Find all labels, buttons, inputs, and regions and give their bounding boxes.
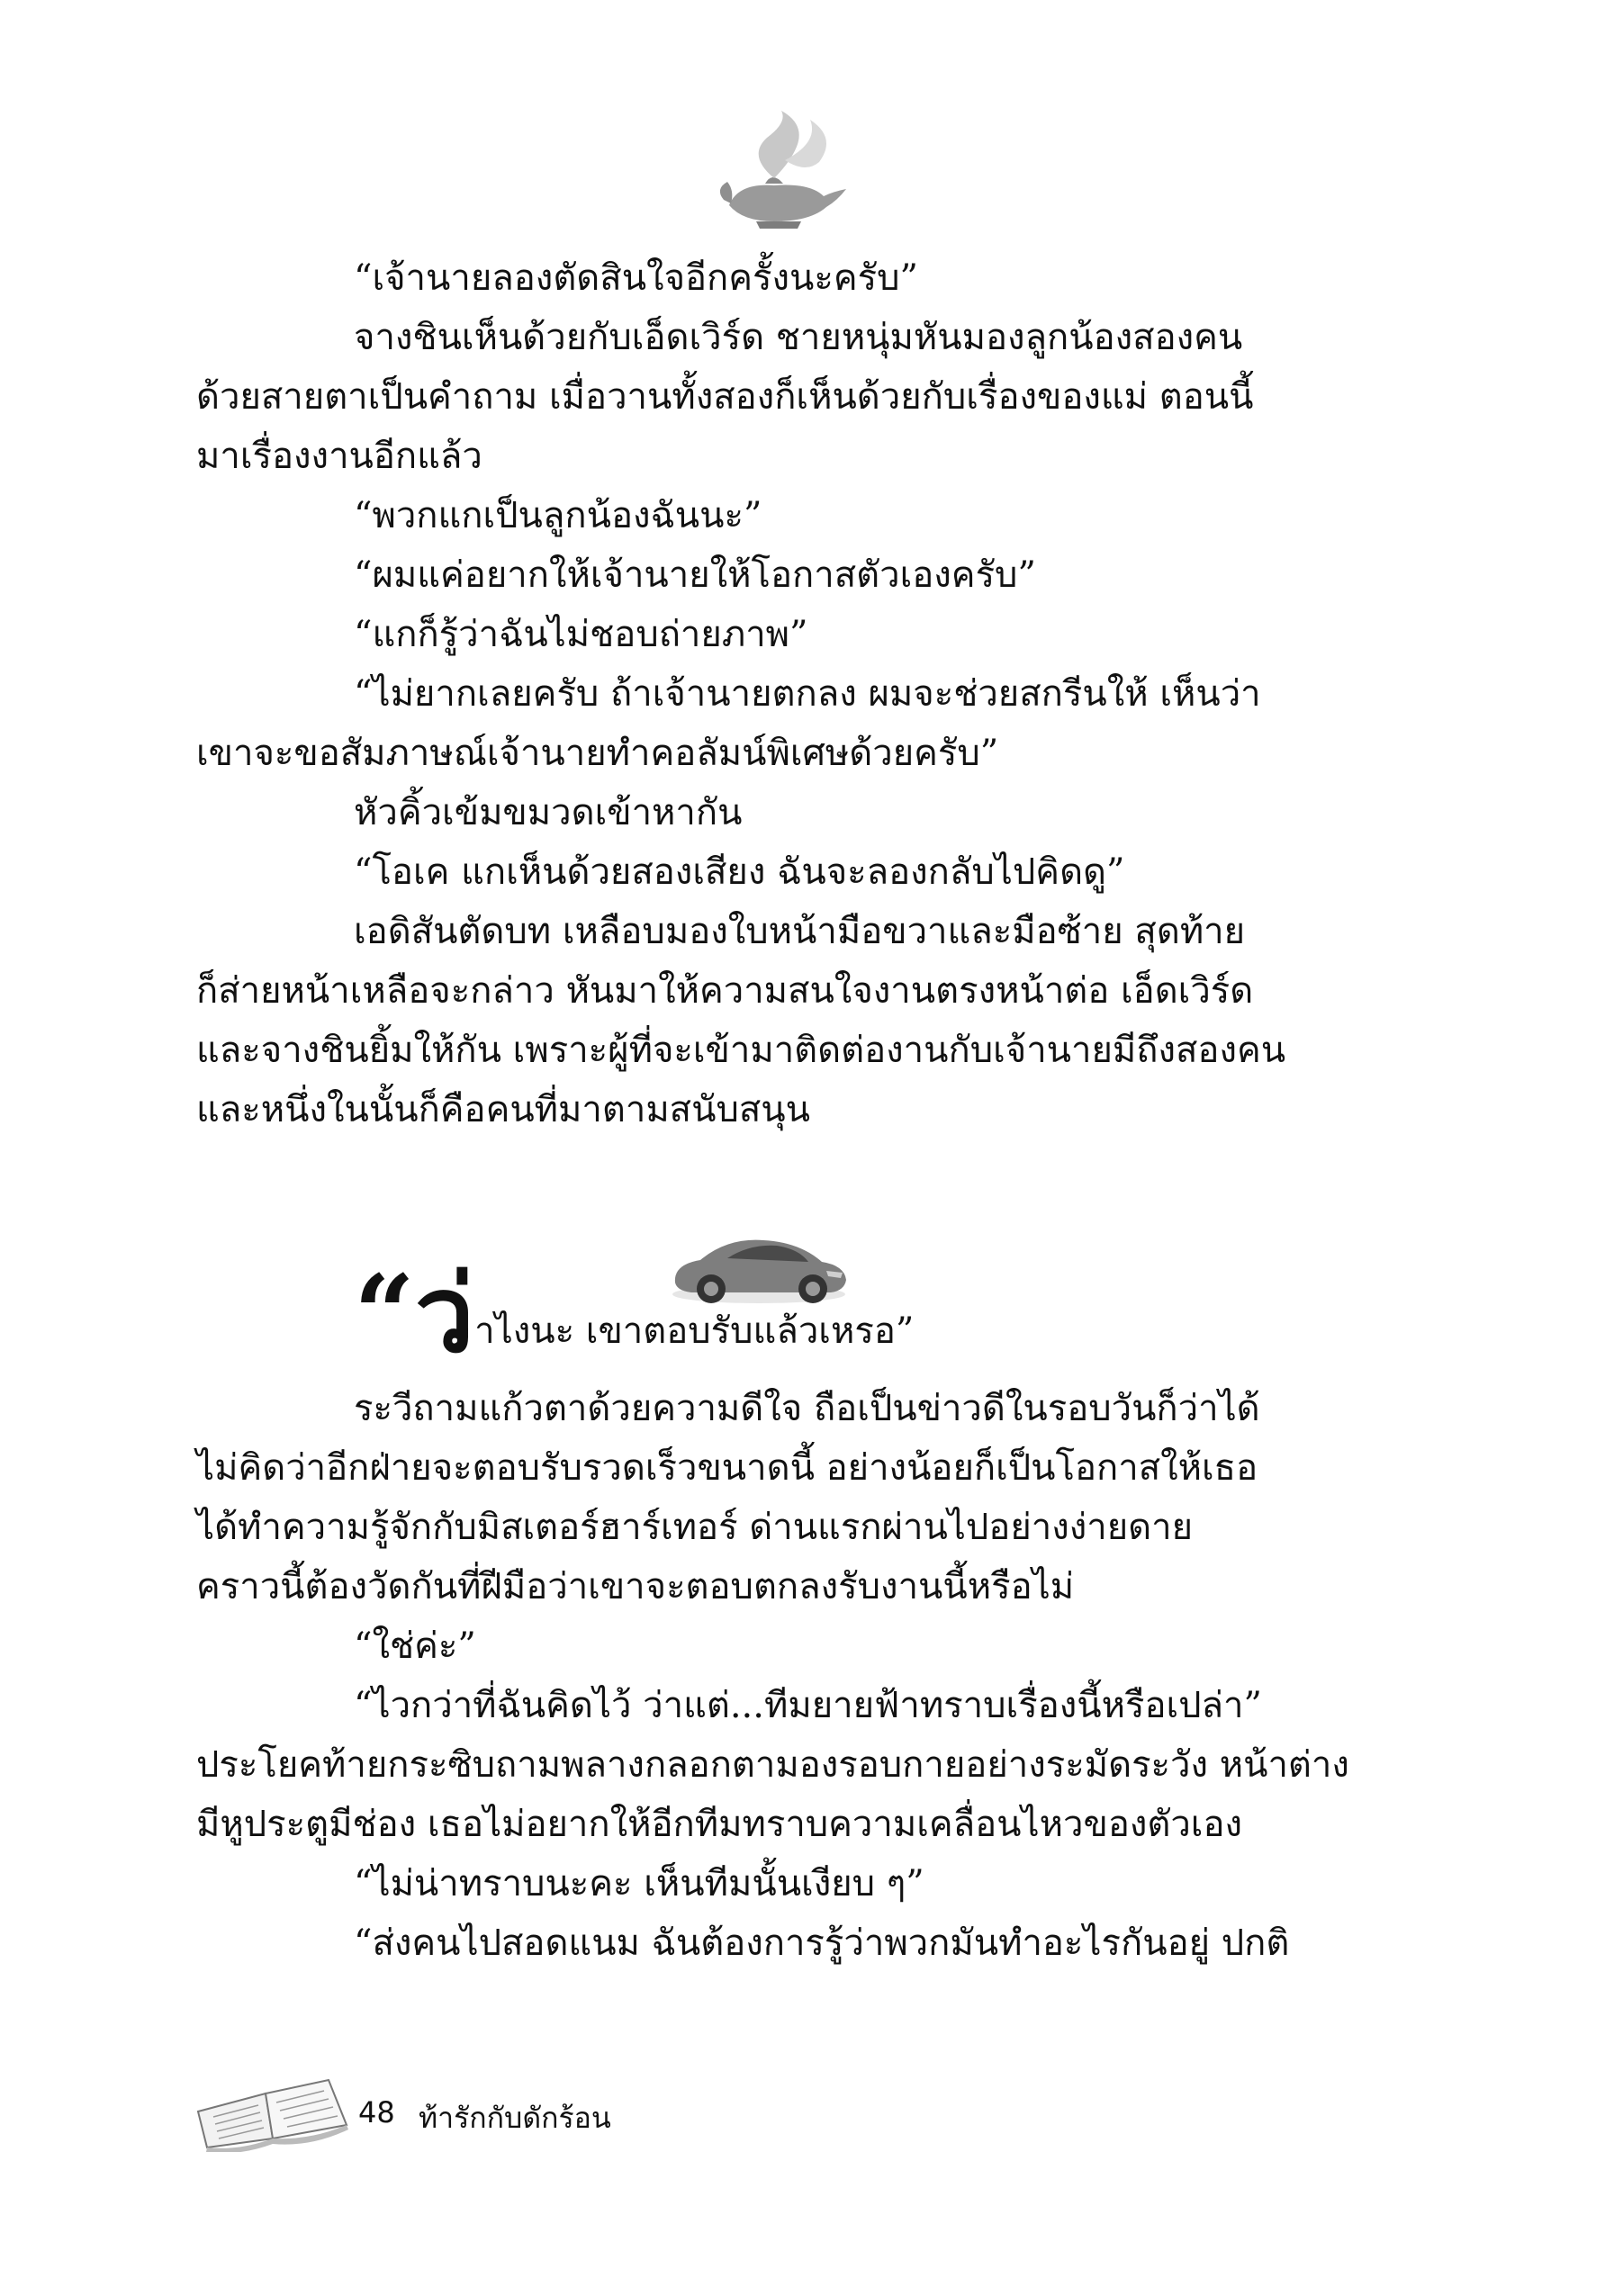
text-line: มาเรื่องงานอีกแล้ว xyxy=(196,436,482,477)
text-line: “ไวกว่าที่ฉันคิดไว้ ว่าแต่...ทีมยายฟ้าทราบเรื่องนี้หรือเปล่า” xyxy=(354,1685,1262,1726)
text-line: “ใช่ค่ะ” xyxy=(354,1625,476,1667)
text-block-lower xyxy=(196,1379,1349,1973)
text-line: คราวนี้ต้องวัดกันที่ฝีมือว่าเขาจะตอบตกลงรับงานนี้หรือไม่ xyxy=(196,1566,1075,1607)
text-line: “เจ้านายลองตัดสินใจอีกครั้งนะครับ” xyxy=(354,257,918,299)
text-line: “โอเค แกเห็นด้วยสองเสียง ฉันจะลองกลับไปคิดดู” xyxy=(354,851,1125,893)
text-line: เอดิสันตัดบท เหลือบมองใบหน้ามือขวาและมือซ้าย สุดท้าย xyxy=(354,911,1246,952)
text-line: และจางชินยิ้มให้กัน เพราะผู้ที่จะเข้ามาติดต่องานกับเจ้านายมีถึงสองคน xyxy=(196,1030,1286,1071)
text-line: ประโยคท้ายกระซิบถามพลางกลอกตามองรอบกายอย่างระมัดระวัง หน้าต่าง xyxy=(196,1744,1349,1786)
text-line: “ผมแค่อยากให้เจ้านายให้โอกาสตัวเองครับ” xyxy=(354,554,1036,596)
text-line: มีหูประตูมีช่อง เธอไม่อยากให้อีกทีมทราบความเคลื่อนไหวของตัวเอง xyxy=(196,1804,1243,1845)
dropcap-letter: “ว่ xyxy=(354,1251,475,1376)
text-line: ด้วยสายตาเป็นคำถาม เมื่อวานทั้งสองก็เห็นด้วยกับเรื่องของแม่ ตอนนี้ xyxy=(196,376,1254,418)
text-line: ไม่คิดว่าอีกฝ่ายจะตอบรับรวดเร็วขนาดนี้ อย่างน้อยก็เป็นโอกาสให้เธอ xyxy=(196,1447,1258,1489)
text-line: เขาจะขอสัมภาษณ์เจ้านายทำคอลัมน์พิเศษด้วยครับ” xyxy=(196,733,999,774)
text-line: หัวคิ้วเข้มขมวดเข้าหากัน xyxy=(354,792,743,833)
text-line: “แกก็รู้ว่าฉันไม่ชอบถ่ายภาพ” xyxy=(354,614,808,655)
open-book-icon xyxy=(194,2075,351,2152)
text-block-upper xyxy=(196,248,1330,1139)
page-footer xyxy=(194,2075,734,2156)
text-line: ได้ทำความรู้จักกับมิสเตอร์ฮาร์เทอร์ ด่านแรกผ่านไปอย่างง่ายดาย xyxy=(196,1507,1194,1548)
dropcap-rest-text: าไงนะ เขาตอบรับแล้วเหรอ” xyxy=(474,1310,915,1352)
dropcap-paragraph-start xyxy=(354,1251,915,1386)
text-line: จางชินเห็นด้วยกับเอ็ดเวิร์ด ชายหนุ่มหันมองลูกน้องสองคน xyxy=(354,317,1243,358)
text-line: “พวกแกเป็นลูกน้องฉันนะ” xyxy=(354,495,762,536)
text-line: ก็ส่ายหน้าเหลือจะกล่าว หันมาให้ความสนใจงานตรงหน้าต่อ เอ็ดเวิร์ด xyxy=(196,970,1254,1012)
genie-lamp-icon xyxy=(711,106,855,232)
text-line: “ส่งคนไปสอดแนม ฉันต้องการรู้ว่าพวกมันทำอะไรกันอยู่ ปกติ xyxy=(354,1922,1290,1964)
text-line: “ไม่น่าทราบนะคะ เห็นทีมนั้นเงียบ ๆ” xyxy=(354,1863,924,1904)
text-line: และหนึ่งในนั้นก็คือคนที่มาตามสนับสนุน xyxy=(196,1089,810,1130)
page-number: 48 xyxy=(358,2095,395,2129)
book-title: ท้ารักกับดักร้อน xyxy=(419,2101,611,2135)
text-line: ระวีถามแก้วตาด้วยความดีใจ ถือเป็นข่าวดีในรอบวันก็ว่าได้ xyxy=(354,1388,1260,1429)
text-line: “ไม่ยากเลยครับ ถ้าเจ้านายตกลง ผมจะช่วยสกรีนให้ เห็นว่า xyxy=(354,673,1261,715)
